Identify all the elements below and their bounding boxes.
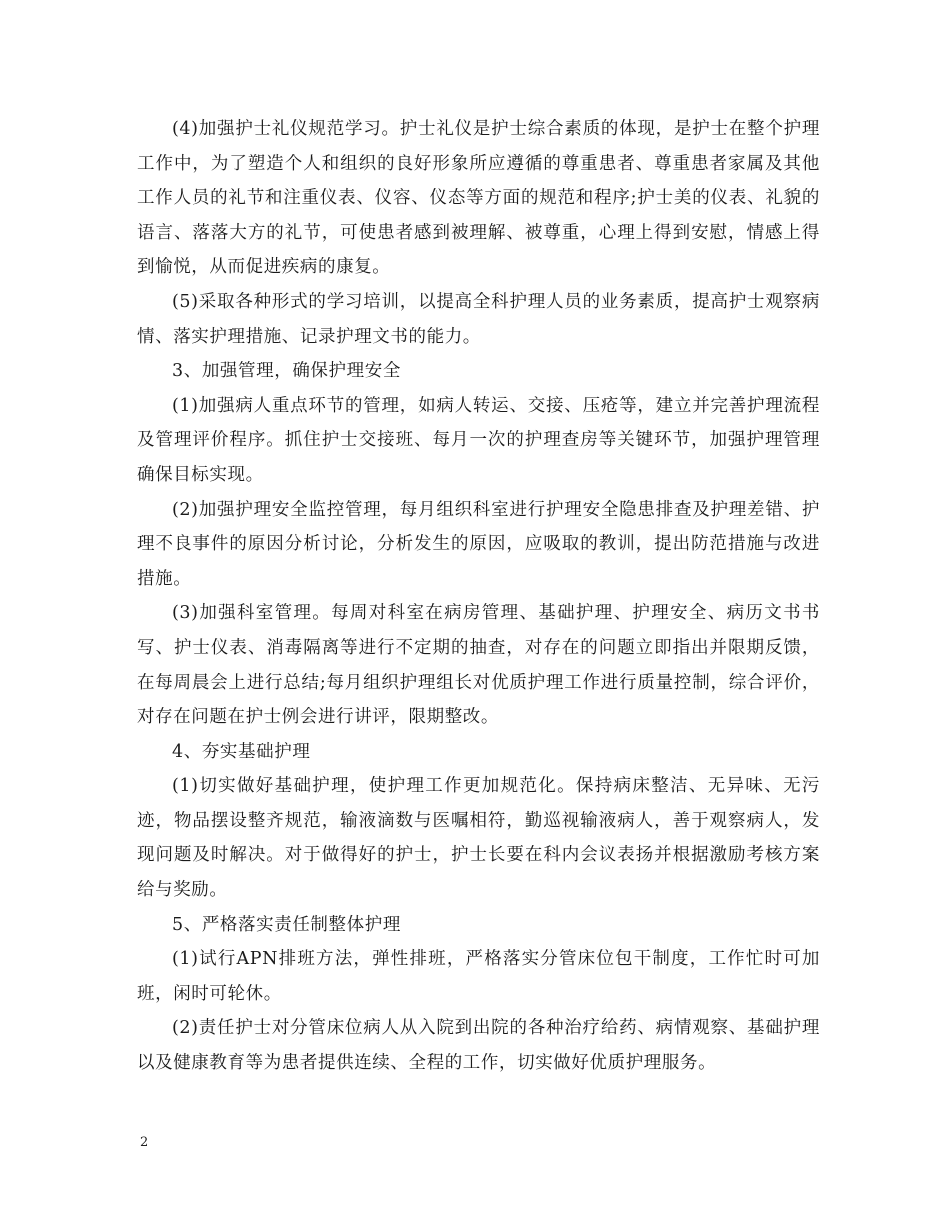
page-number: 2 — [140, 1135, 149, 1150]
paragraph-safety-monitoring: (2)加强护理安全监控管理，每月组织科室进行护理安全隐患排查及护理差错、护理不良事件的原因分析讨论，分析发生的原因，应吸取的教训，提出防范措施与改进措施。 — [137, 499, 820, 589]
paragraph-key-links: (1)加强病人重点环节的管理，如病人转运、交接、压疮等，建立并完善护理流程及管理评价程序。抓住护士交接班、每月一次的护理查房等关键环节，加强护理管理确保目标实现。 — [137, 395, 820, 485]
paragraph-apn-scheduling: (1)试行APN排班方法，弹性排班，严格落实分管床位包干制度，工作忙时可加班，闲时可轮休。 — [137, 949, 820, 1004]
paragraph-training: (5)采取各种形式的学习培训，以提高全科护理人员的业务素质，提高护士观察病情、落实护理措施、记录护理文书的能力。 — [137, 291, 820, 347]
section-heading-management: 3、加强管理，确保护理安全 — [172, 361, 401, 382]
paragraph-etiquette-study: (4)加强护士礼仪规范学习。护士礼仪是护士综合素质的体现，是护士在整个护理工作中，为了塑造个人和组织的良好形象所应遵循的尊重患者、尊重患者家属及其他工作人员的礼节和注重仪表、仪容、仪态等方面的规范和程序;护士美的仪表、礼貌的语言、落落大方的礼节，可使患者感到被理解、被尊重，心理上得到安慰，情感上得到愉悦，从而促进疾病的康复。 — [137, 119, 820, 278]
paragraph-department-management: (3)加强科室管理。每周对科室在病房管理、基础护理、护理安全、病历文书书写、护士仪表、消毒隔离等进行不定期的抽查，对存在的问题立即指出并限期反馈，在每周晨会上进行总结;每月组织护理组长对优质护理工作进行质量控制，综合评价，对存在问题在护士例会进行讲评，限期整改。 — [137, 603, 820, 728]
section-heading-basic-care: 4、夯实基础护理 — [172, 741, 311, 762]
paragraph-basic-care: (1)切实做好基础护理，使护理工作更加规范化。保持病床整洁、无异味、无污迹，物品摆设整齐规范，输液滴数与医嘱相符，勤巡视输液病人，善于观察病人，发现问题及时解决。对于做得好的护士，护士长要在科内会议表扬并根据激励考核方案给与奖励。 — [137, 776, 820, 901]
paragraph-responsible-nurse: (2)责任护士对分管床位病人从入院到出院的各种治疗给药、病情观察、基础护理以及健康教育等为患者提供连续、全程的工作，切实做好优质护理服务。 — [137, 1018, 820, 1074]
document-body — [137, 112, 820, 1081]
section-heading-responsibility: 5、严格落实责任制整体护理 — [172, 914, 401, 935]
